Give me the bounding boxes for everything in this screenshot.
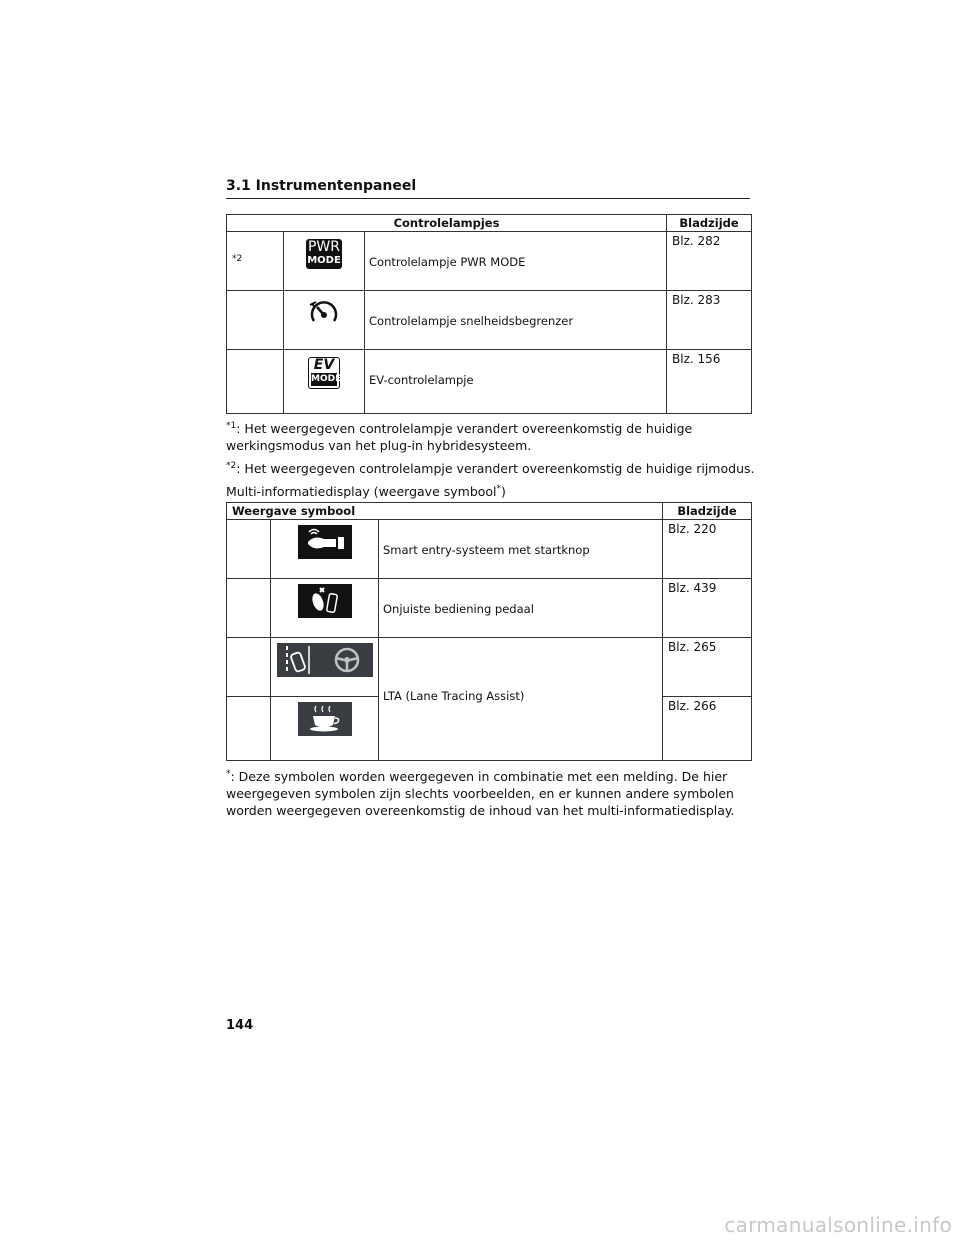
- description: Controlelampje snelheidsbegrenzer: [365, 291, 667, 350]
- footnote-marker: [227, 350, 284, 414]
- icon-cell: [271, 638, 379, 697]
- watermark: carmanualsonline.info: [724, 1213, 952, 1237]
- smart-key-icon: [298, 525, 352, 559]
- description: Smart entry-systeem met startknop: [379, 520, 663, 579]
- header-page: Bladzijde: [667, 215, 752, 232]
- table-header: [227, 503, 752, 520]
- pwr-mode-icon: [306, 239, 342, 269]
- lane-steering-icon: [277, 643, 373, 677]
- table-row: [227, 232, 752, 291]
- ev-mode-icon: [308, 357, 340, 389]
- icon-cell: [284, 350, 365, 414]
- page-ref: Blz. 265: [663, 638, 752, 697]
- header-warning-lights: Controlelampjes: [227, 215, 667, 232]
- description: Controlelampje PWR MODE: [365, 232, 667, 291]
- empty-cell: [227, 638, 271, 697]
- icon-cell: [284, 291, 365, 350]
- coffee-cup-icon: [298, 702, 352, 736]
- footnote-marker: *2: [227, 232, 284, 291]
- footnote-1: $^{*1}$: Het weergegeven controlelampje verandert overeenkomstig de huidige werkingsmodus van het plug-in hybridesysteem.: [226, 421, 693, 454]
- table-caption: Multi-informatiedisplay (weergave symbool*): [226, 484, 506, 500]
- speed-limiter-icon: [306, 297, 342, 329]
- page-ref: Blz. 282: [667, 232, 752, 291]
- footnote-symbols: *: Deze symbolen worden weergegeven in combinatie met een melding. De hier weergegeven symbolen zijn slechts voorbeelden, en er kunnen andere symbolen worden weergegeven overeenkomstig de inhoud van het multi-informatiedisplay.: [226, 769, 735, 819]
- footnote-marker: [227, 291, 284, 350]
- warning-lights-table: [226, 214, 752, 414]
- table-header: [227, 215, 752, 232]
- mode-text: MODE: [311, 374, 342, 384]
- mode-text: MODE: [307, 255, 341, 266]
- description: EV-controlelampje: [365, 350, 667, 414]
- table-row: [227, 350, 752, 414]
- icon-cell: [284, 232, 365, 291]
- empty-cell: [227, 520, 271, 579]
- footnote-2: $^{*2}$: Het weergegeven controlelampje verandert overeenkomstig de huidige rijmodus.: [226, 461, 755, 477]
- page-number: 144: [226, 1018, 254, 1033]
- description: Onjuiste bediening pedaal: [379, 579, 663, 638]
- table-row: [227, 520, 752, 579]
- icon-cell: [271, 520, 379, 579]
- section-title: 3.1 Instrumentenpaneel: [226, 178, 750, 199]
- page-ref: Blz. 156: [667, 350, 752, 414]
- description: LTA (Lane Tracing Assist): [379, 638, 663, 761]
- header-symbol: Weergave symbool: [227, 503, 663, 520]
- header-page: Bladzijde: [663, 503, 752, 520]
- pedal-misoperation-icon: [298, 584, 352, 618]
- table-row: [227, 579, 752, 638]
- ev-text: EV: [313, 357, 335, 373]
- page-ref: Blz. 220: [663, 520, 752, 579]
- table-row: [227, 291, 752, 350]
- pwr-text: PWR: [307, 239, 340, 255]
- page-ref: Blz. 266: [663, 697, 752, 761]
- multi-info-display-table: [226, 502, 752, 761]
- icon-cell: [271, 697, 379, 761]
- empty-cell: [227, 579, 271, 638]
- page-ref: Blz. 439: [663, 579, 752, 638]
- icon-cell: [271, 579, 379, 638]
- empty-cell: [227, 697, 271, 761]
- page-ref: Blz. 283: [667, 291, 752, 350]
- table-row: [227, 638, 752, 697]
